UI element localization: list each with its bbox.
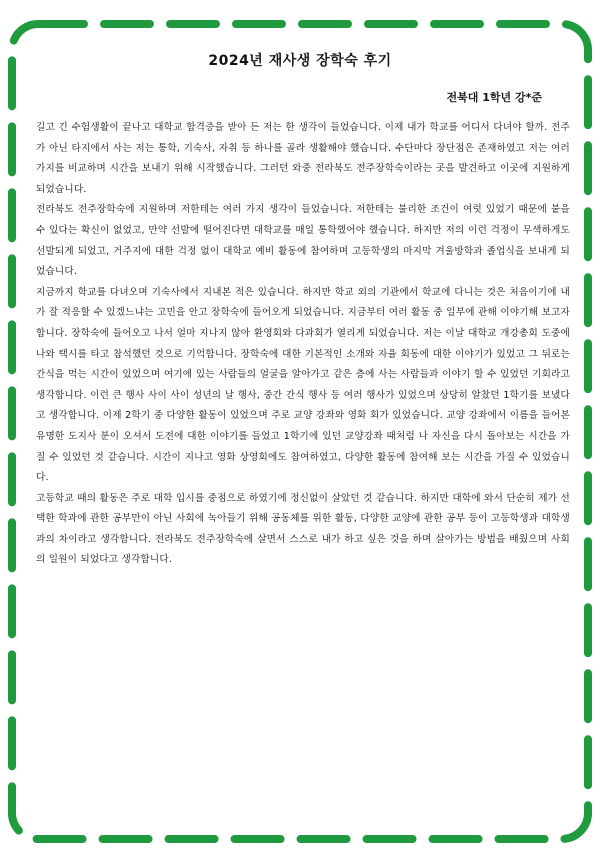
author-line: 전북대 1학년 강*준: [446, 91, 542, 104]
paragraph-1: 길고 긴 수험생활이 끝나고 대학교 합격증을 받아 든 저는 한 생각이 들었습니다. 이제 내가 학교를 어디서 다녀야 할까. 전주가 아닌 타지에서 사는 저는 통학, 기숙사, 자취 등 하나를 골라 생활해야 했습니다. 수단마다 장단점은 존재하였고 저는 여러 가지를 비교하며 시간을 보내기 위해 시작했습니다. 그러던 와중 전라북도 전주장학숙이라는 곳을 발견하고 이곳에 지원하게 되었습니다.: [36, 122, 570, 195]
paragraph-4: 고등학교 때의 활동은 주로 대학 입시를 중점으로 하였기에 정신없이 살았던 것 같습니다. 하지만 대학에 와서 단순히 제가 선택한 학과에 관한 공부만이 아닌 사회에 녹아들기 위해 공동체를 위한 활동, 다양한 교양에 관한 공부 등이 고등학생과 대학생과의 차이라고 생각합니다. 전라북도 전주장학숙에 살면서 스스로 내가 하고 싶은 것을 하며 살아가는 방법을 배웠으며 사회의 일원이 되었다고 생각합니다.: [36, 492, 570, 566]
paragraph-3: 지금까지 학교를 다녀오며 기숙사에서 지내본 적은 있습니다. 하지만 학교 외의 기관에서 학교에 다니는 것은 처음이기에 내가 잘 적응할 수 있겠느냐는 고민을 안고 장학숙에 들어오게 되었습니다. 지금부터 여러 활동 중 일부에 관해 이야기해 보고자 합니다. 장학숙에 들어오고 나서 얼마 지나지 않아 환영회와 다과회가 열리게 되었습니다. 저는 이날 대학교 개강총회 도중에 나와 택시를 타고 참석했던 것으로 기억합니다. 장학숙에 대한 기본적인 소개와 자율 회동에 대한 이야기가 있었고 그 뒤로는 간식을 먹는 시간이 있었으며 여기에 있는 사람들의 얼굴을 알아가고 같은 층에 사는 사람들과 이야기 할 수 있었던 기회라고 생각합니다. 이런 큰 행사 사이 사이 성년의 날 행사, 중간 간식 행사 등 여러 행사가 있었으며 상당히 알찼던 1학기를 보냈다고 생각합니다. 이제 2학기 중 다양한 활동이 있었으며 주로 교양 강좌와 영화 회가 있었습니다. 교양 강좌에서 이름을 들어본 유명한 도지사 분이 오셔서 도전에 대한 이야기를 들었고 1학기에 있던 교양강좌 때처럼 나 자신을 다시 돌아보는 시간을 가질 수 있었던 것 같습니다. 시간이 지나고 영화 상영회에도 참여하였고, 다양한 활동에 참여해 보는 시간을 가질 수 있었습니다.: [36, 286, 570, 484]
page-title: 2024년 재사생 장학숙 후기: [208, 53, 392, 69]
review-body: [36, 118, 570, 571]
paragraph-2: 전라북도 전주장학숙에 지원하며 저한테는 여러 가지 생각이 들었습니다. 저한테는 불리한 조건이 여럿 있었기 때문에 붙을 수 있다는 확신이 없었고, 만약 선발에 떨어진다면 대학교를 매일 통학했어야 했습니다. 하지만 저의 이런 걱정이 무색하게도 선발되게 되었고, 거주지에 대한 걱정 없이 대학교 예비 활동에 참여하며 고등학생의 마지막 겨울방학과 졸업식을 보내게 되었습니다.: [36, 204, 570, 278]
